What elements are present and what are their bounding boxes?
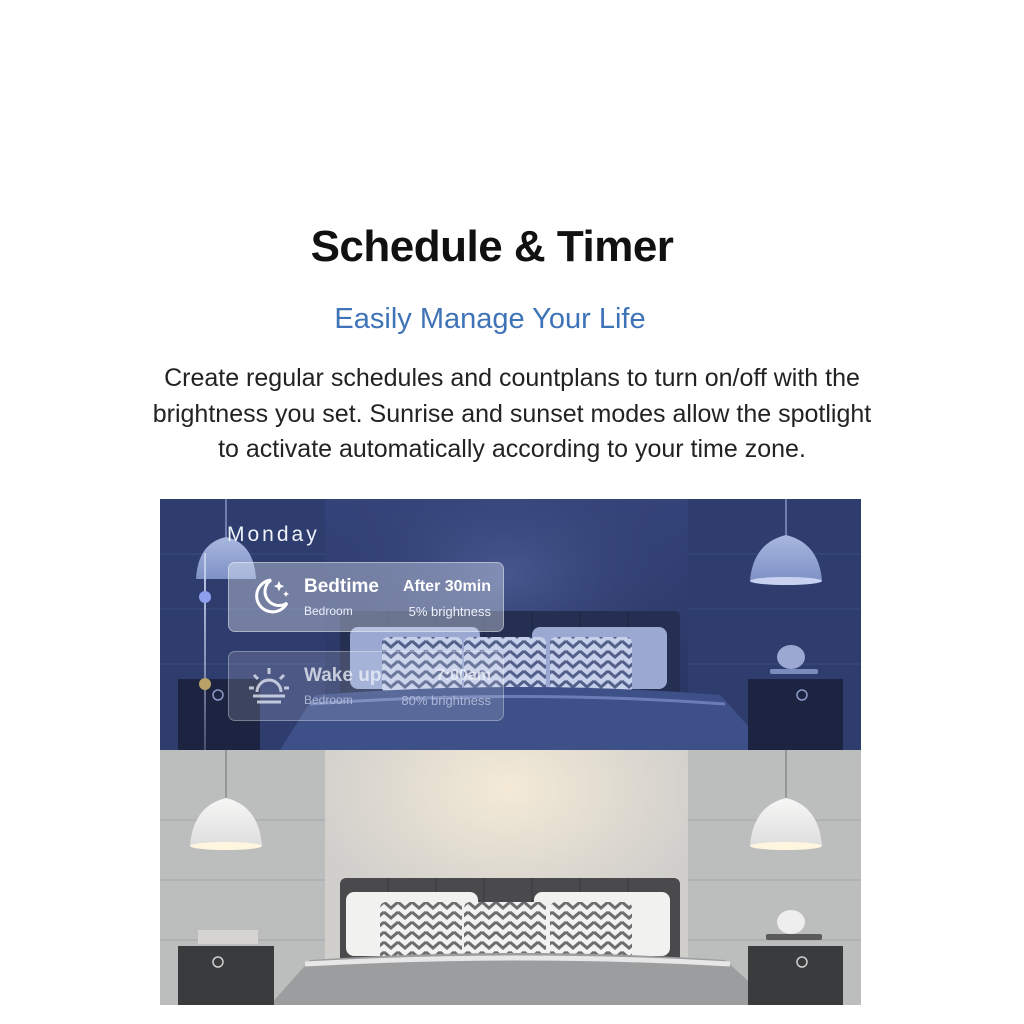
schedule-room: Bedroom (304, 604, 353, 618)
schedule-room: Bedroom (304, 693, 353, 707)
schedule-time: After 30min (402, 578, 491, 595)
description-line: to activate automatically according to your time zone. (218, 435, 806, 463)
schedule-name: Wake up (304, 665, 382, 686)
description-line: Create regular schedules and countplans to turn on/off with the (164, 364, 860, 392)
sunrise-icon (245, 662, 293, 710)
schedule-card-wakeup[interactable] (228, 651, 504, 721)
schedule-time: 7:00am (435, 667, 491, 684)
day-bedroom-image (160, 750, 861, 1005)
schedule-brightness: 5% brightness (408, 604, 491, 619)
page-subtitle: Easily Manage Your Life (334, 303, 646, 335)
page-title: Schedule & Timer (310, 222, 674, 271)
schedule-brightness: 80% brightness (401, 693, 491, 708)
schedule-card-bedtime[interactable] (228, 562, 504, 632)
timeline-dot-wakeup (199, 678, 211, 690)
schedule-timeline (204, 553, 206, 753)
schedule-day-label: Monday (227, 523, 320, 546)
description (80, 361, 944, 468)
description-line: brightness you set. Sunrise and sunset modes allow the spotlight (152, 399, 872, 428)
timeline-dot-bedtime (199, 591, 211, 603)
schedule-name: Bedtime (304, 576, 379, 597)
moon-stars-icon (245, 573, 293, 621)
